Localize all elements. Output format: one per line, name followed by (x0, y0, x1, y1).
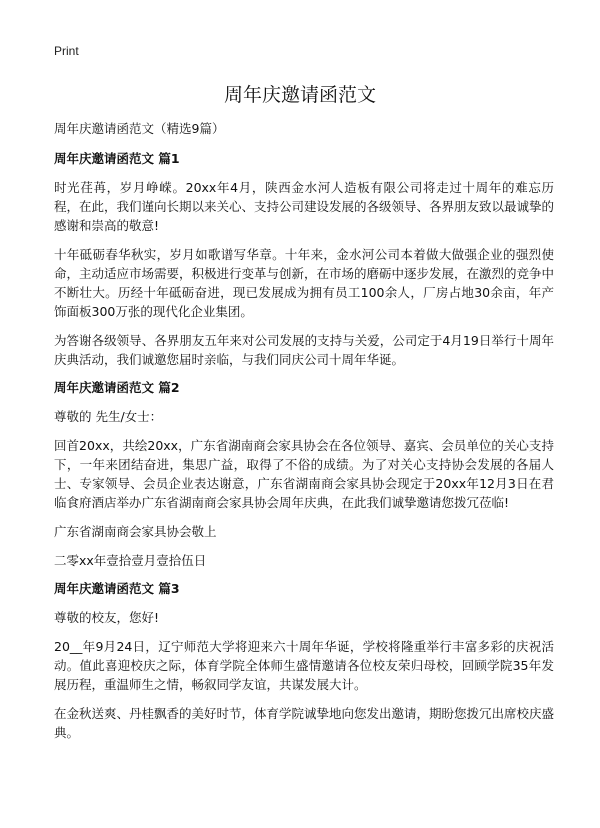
section-heading: 周年庆邀请函范文 篇2 (54, 380, 180, 395)
section-2 (54, 379, 554, 570)
document-body (54, 120, 554, 752)
paragraph: 尊敬的校友，您好! (54, 610, 160, 625)
paragraph: 20__年9月24日，辽宁师范大学将迎来六十周年华诞，学校将隆重举行丰富多彩的庆祝活动。值此喜迎校庆之际，体育学院全体师生盛情邀请各位校友荣归母校，回顾学院35年发展历程，重温师生之情，畅叙同学友谊，共谋发展大计。 (54, 639, 554, 692)
paragraph: 尊敬的 先生/女士： (54, 409, 163, 424)
section-3 (54, 580, 554, 742)
paragraph: 在金秋送爽、丹桂飘香的美好时节，体育学院诚挚地向您发出邀请，期盼您拨冗出席校庆盛典。 (54, 706, 555, 740)
section-heading: 周年庆邀请函范文 篇3 (54, 581, 180, 596)
section-heading: 周年庆邀请函范文 篇1 (54, 151, 180, 166)
paragraph: 时光荏苒，岁月峥嵘。20xx年4月，陕西金水河人造板有限公司将走过十周年的难忘历程，在此，我们谨向长期以来关心、支持公司建设发展的各级领导、各界朋友致以最诚挚的感谢和崇高的敬意! (54, 180, 555, 233)
section-1 (54, 150, 554, 369)
paragraph: 二零xx年壹拾壹月壹拾伍日 (54, 553, 207, 568)
print-link[interactable]: Print (54, 44, 79, 58)
paragraph: 十年砥砺春华秋实，岁月如歌谱写华章。十年来，金水河公司本着做大做强企业的强烈使命，主动适应市场需要，积极进行变革与创新，在市场的磨砺中逐步发展，在激烈的竞争中不断壮大。历经十年砥砺奋进，现已发展成为拥有员工100余人，厂房占地30余亩，年产饰面板300万张的现代化企业集团。 (54, 247, 555, 319)
paragraph: 广东省湖南商会家具协会敬上 (54, 524, 217, 539)
document-subtitle: 周年庆邀请函范文（精选9篇） (54, 121, 225, 136)
paragraph: 回首20xx，共绘20xx，广东省湖南商会家具协会在各位领导、嘉宾、会员单位的关心支持下，一年来团结奋进，集思广益，取得了不俗的成绩。为了对关心支持协会发展的各届人士、专家领导、会员企业表达谢意，广东省湖南商会家具协会现定于20xx年12月3日在君临食府酒店举办广东省湖南商会家具协会周年庆典，在此我们诚挚邀请您拨冗莅临! (54, 438, 554, 510)
paragraph: 为答谢各级领导、各界朋友五年来对公司发展的支持与关爱，公司定于4月19日举行十周年庆典活动，我们诚邀您届时亲临，与我们同庆公司十周年华诞。 (54, 333, 554, 367)
document-title: 周年庆邀请函范文 (223, 84, 376, 106)
